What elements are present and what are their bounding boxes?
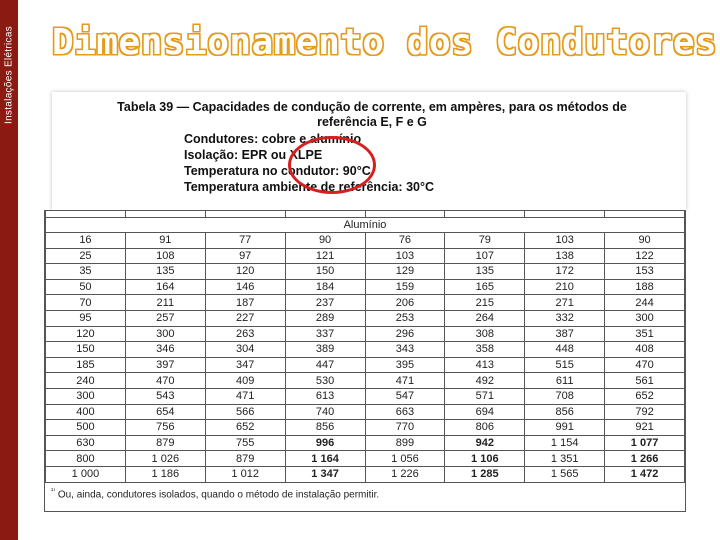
ampacity-cell: 652 [605,388,685,404]
ampacity-cell: 756 [125,420,205,436]
section-cell: 50 [46,279,126,295]
table-row [46,466,685,482]
table-caption [102,100,642,130]
ampacity-cell: 663 [365,404,445,420]
ampacity-cell: 210 [525,279,605,295]
ampacity-cell: 271 [525,295,605,311]
table-row [46,357,685,373]
ampacity-cell: 308 [445,326,525,342]
sidebar-label-wrap [0,0,18,150]
spec-conductors: Condutores: cobre e alumínio [184,132,362,146]
ampacity-cell: 1 565 [525,466,605,482]
ampacity-cell: 264 [445,310,525,326]
ampacity-cell: 135 [125,264,205,280]
section-cell: 800 [46,451,126,467]
ampacity-cell: 77 [205,233,285,249]
ampacity-cell: 1 351 [525,451,605,467]
ampacity-cell: 755 [205,435,285,451]
ampacity-cell: 153 [605,264,685,280]
ampacity-cell: 79 [445,233,525,249]
ampacity-cell: 996 [285,435,365,451]
ampacity-cell: 146 [205,279,285,295]
ampacity-cell: 471 [365,373,445,389]
ampacity-cell: 770 [365,420,445,436]
ampacity-cell: 447 [285,357,365,373]
table-header-image [52,92,686,210]
ampacity-cell: 654 [125,404,205,420]
ampacity-cell: 1 472 [605,466,685,482]
ampacity-cell: 150 [285,264,365,280]
section-cell: 630 [46,435,126,451]
ampacity-cell: 90 [605,233,685,249]
ampacity-cell: 515 [525,357,605,373]
ampacity-cell: 253 [365,310,445,326]
ampacity-cell: 103 [525,233,605,249]
ampacity-cell: 206 [365,295,445,311]
ampacity-cell: 856 [525,404,605,420]
section-cell: 70 [46,295,126,311]
ampacity-cell: 471 [205,388,285,404]
highlight-circle [288,136,376,194]
spec-conductor-temperature: Temperatura no condutor: 90°C [184,164,371,178]
ampacity-cell: 108 [125,248,205,264]
section-cell: 1 000 [46,466,126,482]
table-row [46,279,685,295]
ampacity-cell: 135 [445,264,525,280]
ampacity-cell: 571 [445,388,525,404]
table-row [46,233,685,249]
ampacity-cell: 708 [525,388,605,404]
ampacity-cell: 304 [205,342,285,358]
ampacity-cell: 337 [285,326,365,342]
spec-ambient-temperature: Temperatura ambiente de referência: 30°C [184,180,434,194]
ampacity-cell: 257 [125,310,205,326]
ampacity-cell: 792 [605,404,685,420]
section-cell: 120 [46,326,126,342]
ampacity-cell: 1 186 [125,466,205,482]
ampacity-cell: 530 [285,373,365,389]
ampacity-cell: 237 [285,295,365,311]
table-grid [45,211,685,483]
ampacity-cell: 470 [605,357,685,373]
ampacity-cell: 343 [365,342,445,358]
ampacity-cell: 694 [445,404,525,420]
ampacity-cell: 244 [605,295,685,311]
ampacity-cell: 561 [605,373,685,389]
ampacity-cell: 879 [125,435,205,451]
ampacity-cell: 1 285 [445,466,525,482]
section-cell: 95 [46,310,126,326]
section-cell: 400 [46,404,126,420]
ampacity-cell: 1 226 [365,466,445,482]
ampacity-cell: 409 [205,373,285,389]
table-row [46,248,685,264]
ampacity-cell: 90 [285,233,365,249]
table-row [46,420,685,436]
ampacity-cell: 358 [445,342,525,358]
ampacity-cell: 613 [285,388,365,404]
ampacity-cell: 347 [205,357,285,373]
ampacity-cell: 1 106 [445,451,525,467]
ampacity-cell: 263 [205,326,285,342]
table-row [46,373,685,389]
ampacity-cell: 188 [605,279,685,295]
table-row [46,295,685,311]
footnote [51,487,379,500]
page-title: Dimensionamento dos Condutores [52,22,718,63]
ampacity-cell: 159 [365,279,445,295]
ampacity-table [44,210,686,512]
ampacity-cell: 165 [445,279,525,295]
ampacity-cell: 1 012 [205,466,285,482]
caption-line-1: Tabela 39 — Capacidades de condução de corrente, em ampères, para os métodos de [117,100,627,114]
ampacity-cell: 1 154 [525,435,605,451]
ampacity-cell: 300 [605,310,685,326]
ampacity-cell: 408 [605,342,685,358]
table-row [46,388,685,404]
ampacity-cell: 942 [445,435,525,451]
ampacity-cell: 1 347 [285,466,365,482]
ampacity-cell: 921 [605,420,685,436]
ampacity-cell: 492 [445,373,525,389]
section-cell: 185 [46,357,126,373]
ampacity-cell: 121 [285,248,365,264]
ampacity-cell: 1 056 [365,451,445,467]
section-cell: 300 [46,388,126,404]
ampacity-cell: 289 [285,310,365,326]
section-cell: 25 [46,248,126,264]
ampacity-cell: 413 [445,357,525,373]
ampacity-cell: 1 026 [125,451,205,467]
ampacity-cell: 129 [365,264,445,280]
ampacity-cell: 164 [125,279,205,295]
ampacity-cell: 448 [525,342,605,358]
ampacity-cell: 395 [365,357,445,373]
ampacity-cell: 332 [525,310,605,326]
table-row [46,342,685,358]
ampacity-cell: 296 [365,326,445,342]
ampacity-cell: 543 [125,388,205,404]
ampacity-cell: 389 [285,342,365,358]
section-label: Alumínio [46,218,685,233]
table-row [46,326,685,342]
sidebar-label: Instalações Elétricas [3,25,15,125]
section-cell: 240 [46,373,126,389]
table-row [46,451,685,467]
ampacity-cell: 611 [525,373,605,389]
ampacity-cell: 566 [205,404,285,420]
caption-line-2: referência E, F e G [317,115,427,129]
ampacity-cell: 806 [445,420,525,436]
ampacity-cell: 76 [365,233,445,249]
section-cell: 150 [46,342,126,358]
ampacity-cell: 187 [205,295,285,311]
ampacity-cell: 470 [125,373,205,389]
table-row [46,435,685,451]
ampacity-cell: 1 077 [605,435,685,451]
ampacity-cell: 991 [525,420,605,436]
ampacity-cell: 1 164 [285,451,365,467]
spec-insulation: Isolação: EPR ou XLPE [184,148,323,162]
section-cell: 35 [46,264,126,280]
ampacity-cell: 120 [205,264,285,280]
ampacity-cell: 91 [125,233,205,249]
ampacity-cell: 300 [125,326,205,342]
ampacity-cell: 856 [285,420,365,436]
ampacity-cell: 103 [365,248,445,264]
ampacity-cell: 107 [445,248,525,264]
section-row [46,218,685,233]
ampacity-cell: 1 266 [605,451,685,467]
ampacity-cell: 184 [285,279,365,295]
table-row [46,310,685,326]
ampacity-cell: 172 [525,264,605,280]
ampacity-cell: 122 [605,248,685,264]
ampacity-cell: 547 [365,388,445,404]
ampacity-cell: 97 [205,248,285,264]
ampacity-cell: 879 [205,451,285,467]
ampacity-cell: 227 [205,310,285,326]
ampacity-cell: 397 [125,357,205,373]
ampacity-cell: 652 [205,420,285,436]
ampacity-cell: 215 [445,295,525,311]
section-cell: 16 [46,233,126,249]
footnote-text: Ou, ainda, condutores isolados, quando o método de instalação permitir. [57,489,380,501]
ampacity-cell: 138 [525,248,605,264]
table-row [46,404,685,420]
footnote-marker: ¹⁾ [51,488,56,495]
ampacity-cell: 351 [605,326,685,342]
ampacity-cell: 211 [125,295,205,311]
table-row [46,264,685,280]
section-cell: 500 [46,420,126,436]
ampacity-cell: 899 [365,435,445,451]
ampacity-cell: 387 [525,326,605,342]
ampacity-cell: 740 [285,404,365,420]
ampacity-cell: 346 [125,342,205,358]
